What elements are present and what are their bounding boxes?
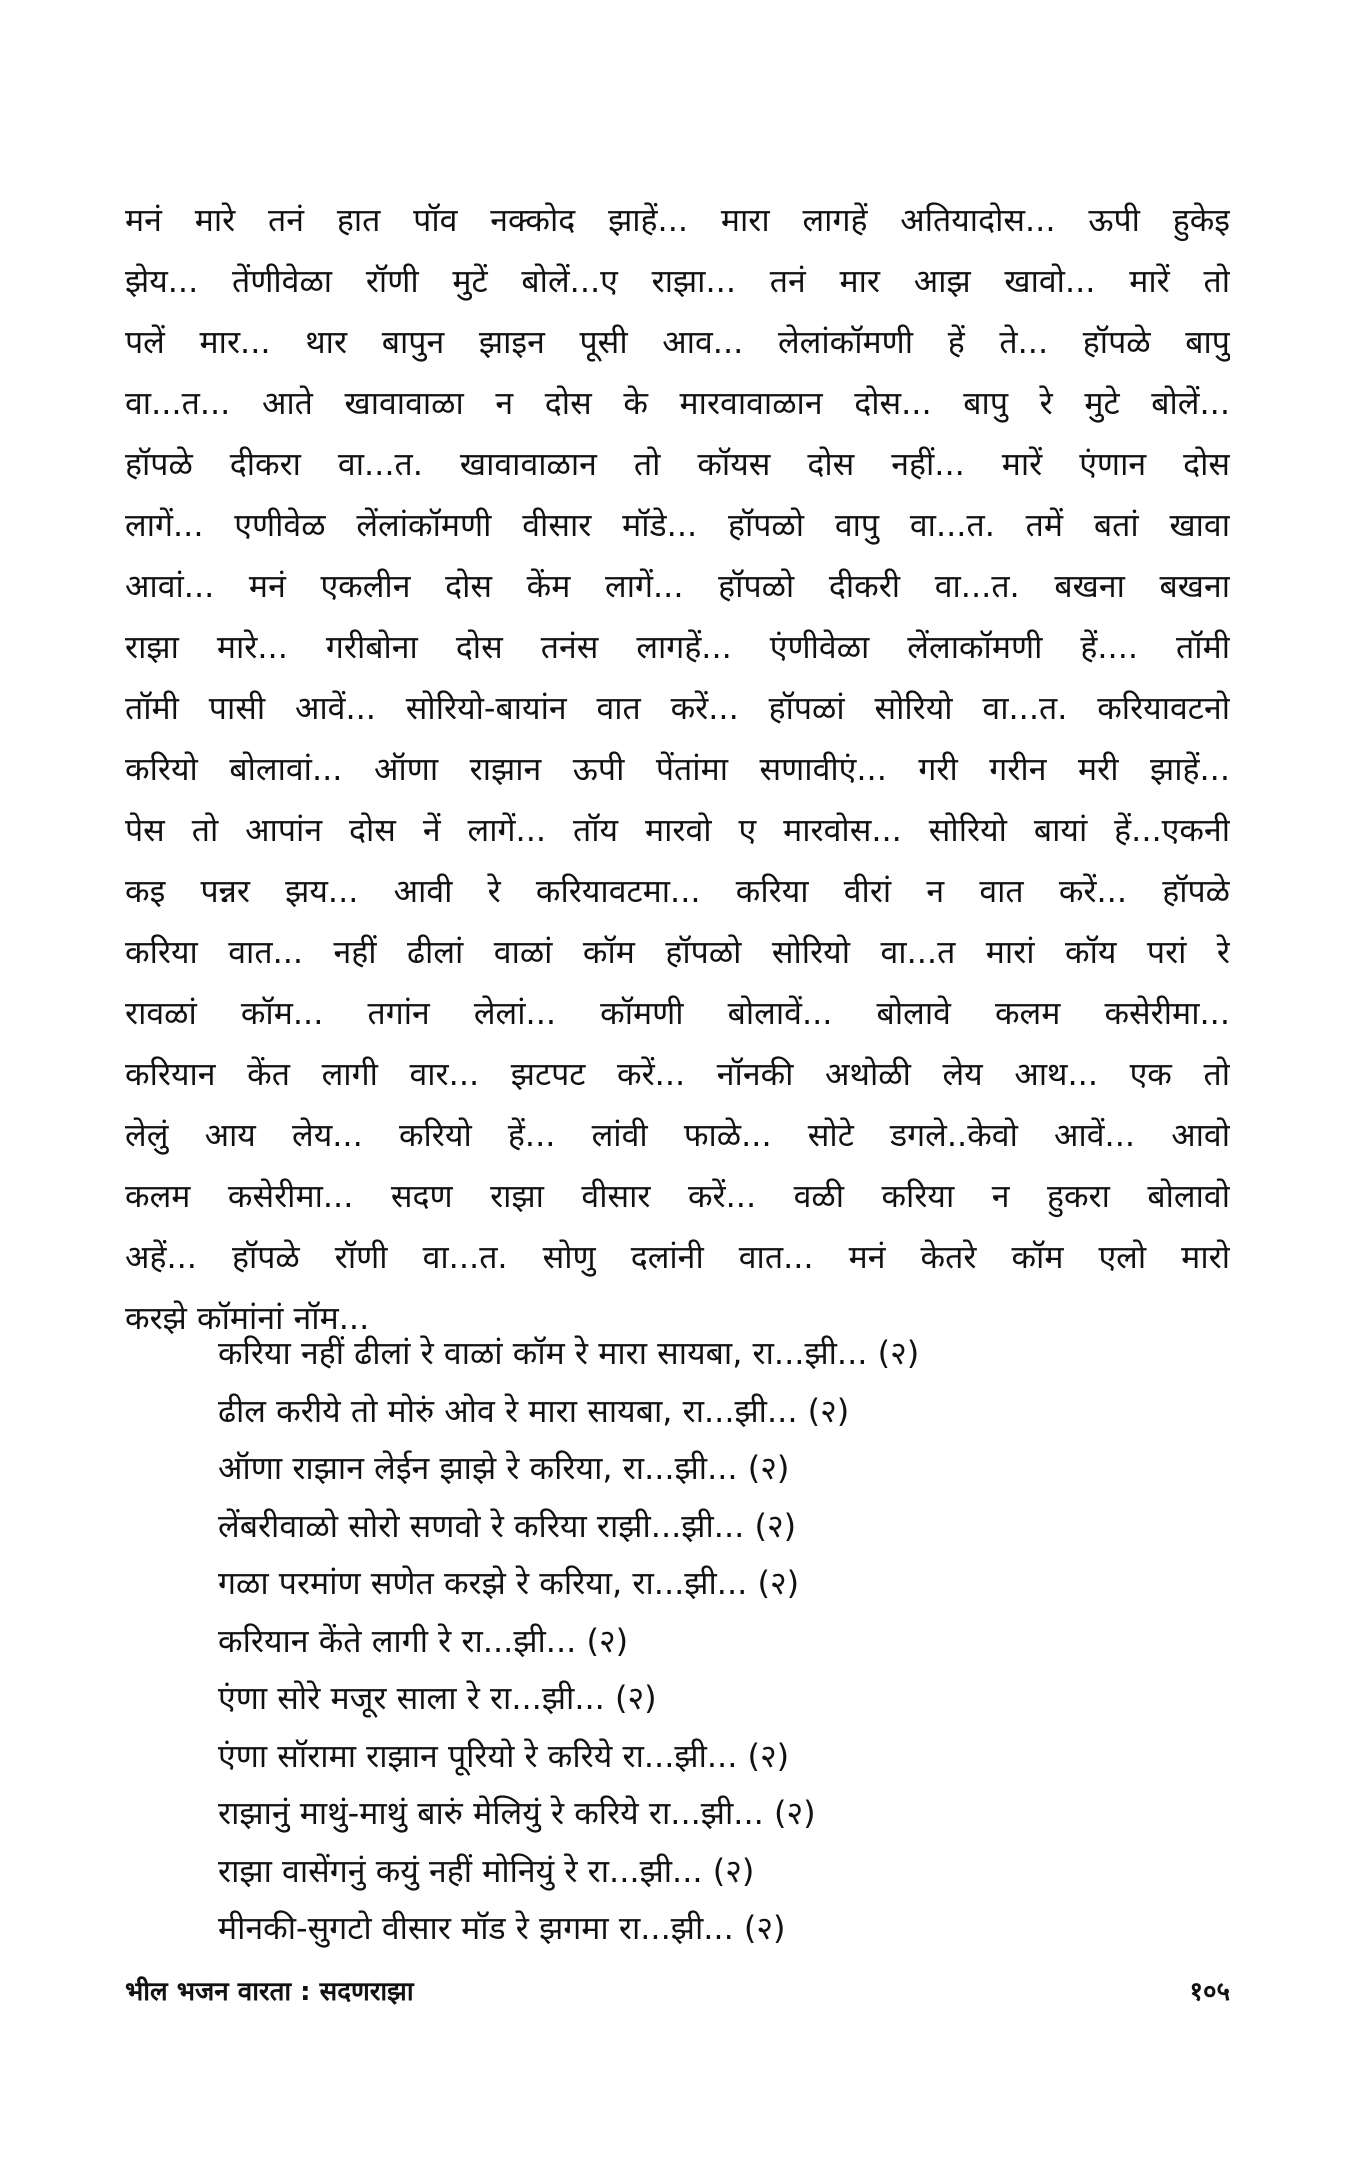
- prose-line: आवां... मनं एकलीन दोस केंम लागें... हॉपळो दीकरी वा...त. बखना बखना: [125, 567, 1230, 605]
- page-footer: [125, 1965, 1230, 2015]
- prose-line: हॉपळे दीकरा वा...त. खावावाळान तो कॉयस दोस नहीं... मारें एंणान दोस: [125, 445, 1230, 483]
- prose-line: वा...त... आते खावावाळा न दोस के मारवावाळान दोस... बापु रे मुटे बोलें...: [125, 384, 1230, 422]
- prose-line: रावळां कॉम... तगांन लेलां... कॉमणी बोलावें... बोलावे कलम कसेरीमा...: [125, 994, 1230, 1032]
- prose-paragraph: [125, 190, 1230, 1349]
- prose-line: करिया वात... नहीं ढीलां वाळां कॉम हॉपळो सोरियो वा...त मारां कॉय परां रे: [125, 933, 1230, 971]
- verse-line: ढील करीये तो मोरुं ओव रे मारा सायबा, रा...झी... (२): [218, 1391, 850, 1430]
- verse-line: गळा परमांण सणेत करझे रे करिया, रा...झी... (२): [218, 1564, 800, 1602]
- prose-line: करियो बोलावां... ऑणा राझान ऊपी पेंतांमा सणावीएं... गरी गरीन मरी झाहें...: [125, 750, 1230, 788]
- prose-line: मनं मारे तनं हात पॉव नक्कोद झाहें... मारा लागहें अतियादोस... ऊपी हुकेइ: [125, 201, 1230, 239]
- verse-line: मीनकी-सुगटो वीसार मॉड रे झगमा रा...झी... (२): [218, 1909, 786, 1947]
- prose-line: कलम कसेरीमा... सदण राझा वीसार करें... वळी करिया न हुकरा बोलावो: [125, 1177, 1230, 1215]
- prose-line: तॉमी पासी आवें... सोरियो-बायांन वात करें... हॉपळां सोरियो वा...त. करियावटनो: [125, 689, 1230, 727]
- verse-line: करिया नहीं ढीलां रे वाळां कॉम रे मारा सायबा, रा...झी... (२): [218, 1334, 920, 1372]
- prose-line: कइ पन्नर झय... आवी रे करियावटमा... करिया वीरां न वात करें... हॉपळे: [125, 872, 1230, 910]
- running-footer-title: भील भजन वारता : सदणराझा: [125, 1977, 414, 2007]
- prose-line: करियान केंत लागी वार... झटपट करें... नॉनकी अथोळी लेय आथ... एक तो: [125, 1055, 1230, 1093]
- prose-line: करझे कॉमांनां नॉम...: [125, 1299, 370, 1337]
- verse-line: ऑणा राझान लेईन झाझे रे करिया, रा...झी... (२): [218, 1449, 790, 1487]
- prose-line: पलें मार... थार बापुन झाइन पूसी आव... लेलांकॉमणी हें ते... हॉपळे बापु: [125, 323, 1230, 361]
- prose-line: झेय... तेंणीवेळा रॉणी मुटें बोलें...ए राझा... तनं मार आझ खावो... मारें तो: [125, 262, 1230, 300]
- verse-line: एंणा सॉरामा राझान पूरियो रे करिये रा...झी... (२): [218, 1736, 790, 1775]
- prose-line: पेस तो आपांन दोस नें लागें... तॉय मारवो ए मारवोस... सोरियो बायां हें...एकनी: [125, 811, 1230, 849]
- verse-line: करियान केंते लागी रे रा...झी... (२): [218, 1621, 629, 1660]
- prose-line: लागें... एणीवेळ लेंलांकॉमणी वीसार मॉडे... हॉपळो वापु वा...त. तमें बतां खावा: [125, 506, 1230, 544]
- verse-line: राझा वासेंगनुं कयुं नहीं मोनियुं रे रा...झी... (२): [218, 1851, 755, 1890]
- song-verses: [218, 1325, 1218, 1958]
- page-number: १०५: [1189, 1977, 1230, 2007]
- prose-line: राझा मारे... गरीबोना दोस तनंस लागहें... एंणीवेळा लेंलाकॉमणी हें.... तॉमी: [125, 628, 1230, 666]
- prose-line: अहें... हॉपळे रॉणी वा...त. सोणु दलांनी वात... मनं केतरे कॉम एलो मारो: [125, 1238, 1230, 1276]
- verse-line: राझानुं माथुं-माथुं बारुं मेलियुं रे करिये रा...झी... (२): [218, 1794, 816, 1832]
- verse-line: लेंबरीवाळो सोरो सणवो रे करिया राझी...झी... (२): [218, 1506, 797, 1545]
- verse-line: एंणा सोरे मजूर साला रे रा...झी... (२): [218, 1679, 657, 1717]
- prose-line: लेलुं आय लेय... करियो हें... लांवी फाळे... सोटे डगले..केवो आवें... आवो: [125, 1116, 1230, 1154]
